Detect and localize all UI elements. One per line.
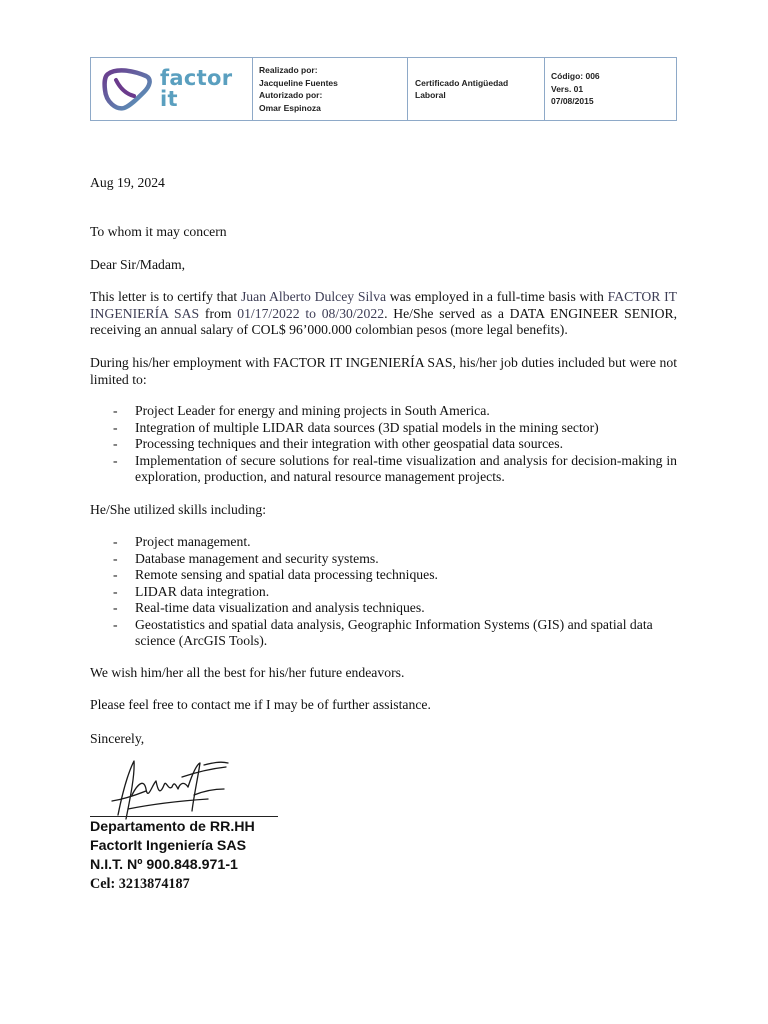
p1-text-c: from — [199, 305, 238, 321]
logo-word-factor: factor — [160, 66, 233, 90]
closing-sincerely: Sincerely, — [90, 731, 145, 746]
p1-text-d: . He/She served as a DATA ENGINEER SENIOR, receiving an annual salary of COL$ 96’000.000 colombian pesos (more legal benefits). — [90, 305, 678, 337]
p1-text-a: This letter is to certify that — [90, 289, 241, 304]
salutation: Dear Sir/Madam, — [90, 257, 186, 272]
p1-text-b: was employed in a full-time basis with — [386, 289, 608, 304]
company-name: FACTOR IT INGENIERÍA SAS — [90, 289, 678, 321]
list-item: - Project Leader for energy and mining projects in South America. — [90, 403, 677, 420]
doc-code: Código: 006 — [551, 71, 600, 82]
paragraph-duties-intro: During his/her employment with FACTOR IT INGENIERÍA SAS, his/her job duties included but were not limited to: — [90, 355, 677, 387]
authorship-cell — [253, 58, 408, 120]
handwritten-signature — [108, 755, 233, 825]
to-whom-line: To whom it may concern — [90, 224, 227, 239]
contact-offer: Please feel free to contact me if I may be of further assistance. — [90, 697, 431, 712]
realizado-label: Realizado por: — [259, 65, 318, 75]
signature-line — [90, 816, 278, 817]
doc-title-line1: Certificado Antigüedad — [415, 77, 509, 88]
doc-version: Vers. 01 — [551, 83, 584, 94]
closing-wish: We wish him/her all the best for his/her future endeavors. — [90, 665, 405, 680]
list-item: - Real-time data visualization and analysis techniques. — [90, 600, 677, 617]
signature-company: FactorIt Ingeniería SAS — [90, 838, 247, 854]
realizado-name: Jacqueline Fuentes — [259, 77, 338, 88]
employment-period: 01/17/2022 to 08/30/2022 — [237, 305, 385, 321]
autorizado-name: Omar Espinoza — [259, 102, 321, 113]
list-item: - Geostatistics and spatial data analysis, Geographic Information Systems (GIS) and spatial data science (ArcGIS Tools). — [90, 617, 677, 650]
logo-wordmark — [160, 68, 232, 110]
doc-title-line2: Laboral — [415, 90, 446, 100]
employee-name: Juan Alberto Dulcey Silva — [240, 289, 387, 304]
paragraph-certification — [90, 289, 677, 339]
letter-date: Aug 19, 2024 — [90, 175, 165, 190]
document-code-cell — [545, 58, 676, 120]
duties-list — [90, 403, 677, 486]
list-item: - Remote sensing and spatial data processing techniques. — [90, 567, 677, 584]
list-item: - Integration of multiple LIDAR data sources (3D spatial models in the mining sector) — [90, 420, 677, 437]
signature-cel: Cel: 3213874187 — [90, 876, 190, 892]
autorizado-label: Autorizado por: — [259, 90, 323, 100]
skills-list — [90, 534, 677, 650]
list-item: - LIDAR data integration. — [90, 584, 677, 601]
list-item: - Processing techniques and their integration with other geospatial data sources. — [90, 436, 677, 453]
list-item: - Project management. — [90, 534, 677, 551]
document-header-table — [90, 57, 677, 121]
logo-word-it: it — [160, 87, 178, 111]
document-title-cell — [408, 58, 545, 120]
factor-it-logo-icon — [102, 66, 154, 112]
doc-date: 07/08/2015 — [551, 96, 594, 107]
list-item: - Database management and security systems. — [90, 551, 677, 568]
signature-nit: N.I.T. Nº 900.848.971-1 — [90, 857, 238, 873]
signature-department: Departamento de RR.HH — [90, 819, 255, 835]
logo-cell — [91, 58, 253, 120]
skills-intro: He/She utilized skills including: — [90, 502, 267, 517]
list-item: - Implementation of secure solutions for real-time visualization and analysis for decision-making in exploration, production, and natural resource management projects. — [90, 453, 677, 486]
